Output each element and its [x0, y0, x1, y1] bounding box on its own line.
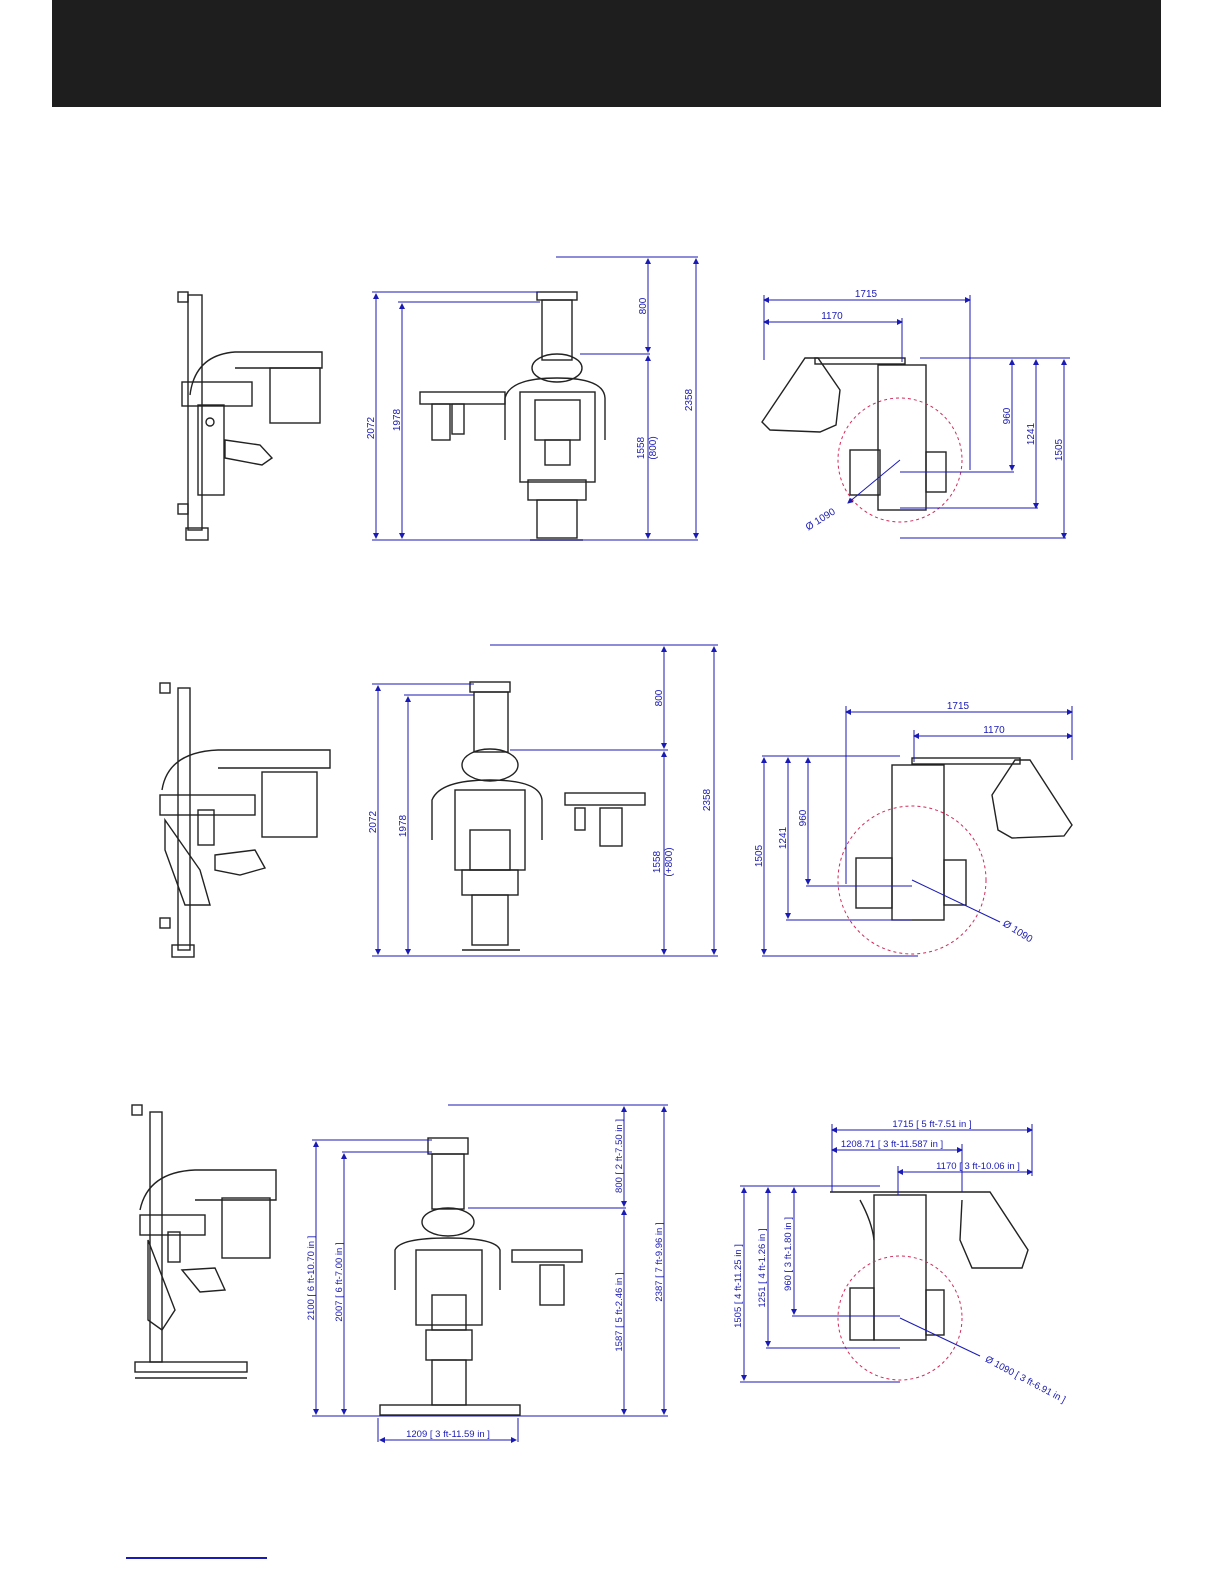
dim-2072: 2072 — [366, 416, 377, 440]
dim-1558: 1558 — [636, 436, 647, 460]
dim-1170: 1170 — [821, 311, 843, 322]
dim-2007: 2007 [ 6 ft-7.00 in ] — [334, 1242, 345, 1322]
dim-1505: 1505 — [1054, 438, 1065, 462]
row3-top-dims — [733, 1119, 1067, 1406]
dim-2072: 2072 — [368, 810, 379, 834]
dim-2387: 2387 [ 7 ft-9.96 in ] — [654, 1222, 665, 1302]
row3-front-dims — [306, 1105, 668, 1442]
row3-side-view — [132, 1105, 276, 1378]
row2-front-view — [432, 682, 645, 950]
row2-top-dims — [754, 701, 1072, 956]
dim-2358: 2358 — [684, 388, 695, 412]
row1-front-view — [420, 292, 605, 540]
dim-960: 960 — [1002, 407, 1013, 425]
dim-1241: 1241 — [778, 826, 789, 850]
dim-960: 960 [ 3 ft-1.80 in ] — [783, 1217, 794, 1291]
dim-960: 960 — [798, 809, 809, 827]
dim-800: 800 — [654, 689, 665, 707]
dim-1241: 1241 — [1026, 422, 1037, 446]
dim-800: 800 [ 2 ft-7.50 in ] — [614, 1119, 625, 1193]
dim-1978: 1978 — [392, 408, 403, 432]
row2-side-view — [160, 683, 330, 957]
row2-front-dims — [368, 645, 718, 956]
row2-top-view — [838, 758, 1072, 954]
dim-1170: 1170 [ 3 ft-10.06 in ] — [936, 1161, 1020, 1172]
dim-2100: 2100 [ 6 ft-10.70 in ] — [306, 1235, 317, 1321]
row3-top-view — [830, 1192, 1028, 1380]
dim-1715: 1715 [ 5 ft-7.51 in ] — [892, 1119, 972, 1130]
dim-1587: 1587 [ 5 ft-2.46 in ] — [614, 1272, 625, 1352]
dim-800-alt: (800) — [648, 436, 659, 460]
footer-rule — [126, 1557, 267, 1559]
row1-top-view — [762, 358, 962, 522]
dim-1251: 1251 [ 4 ft-1.26 in ] — [757, 1228, 768, 1308]
dim-1715: 1715 — [946, 701, 970, 712]
dim-1978: 1978 — [398, 814, 409, 838]
dim-800-alt: (+800) — [664, 847, 675, 877]
dim-1558: 1558 — [652, 850, 663, 874]
dim-1208: 1208.71 [ 3 ft-11.587 in ] — [840, 1139, 944, 1150]
row3-front-view — [380, 1138, 582, 1415]
dim-1170: 1170 — [983, 725, 1005, 736]
row1-front-dims — [366, 257, 698, 540]
row1-side-view — [178, 292, 322, 540]
dim-dia-1090: Ø 1090 — [803, 506, 838, 534]
dim-dia-1090: Ø 1090 — [1000, 918, 1035, 946]
dim-dia-1090: Ø 1090 [ 3 ft-6.91 in ] — [983, 1353, 1068, 1406]
row1-top-dims — [764, 289, 1070, 538]
dim-1715: 1715 — [854, 289, 878, 300]
dim-1505: 1505 [ 4 ft-11.25 in ] — [733, 1244, 744, 1328]
dim-1209: 1209 [ 3 ft-11.59 in ] — [406, 1429, 490, 1440]
dim-1505: 1505 — [754, 844, 765, 868]
dim-2358: 2358 — [702, 788, 713, 812]
dim-800: 800 — [638, 297, 649, 315]
